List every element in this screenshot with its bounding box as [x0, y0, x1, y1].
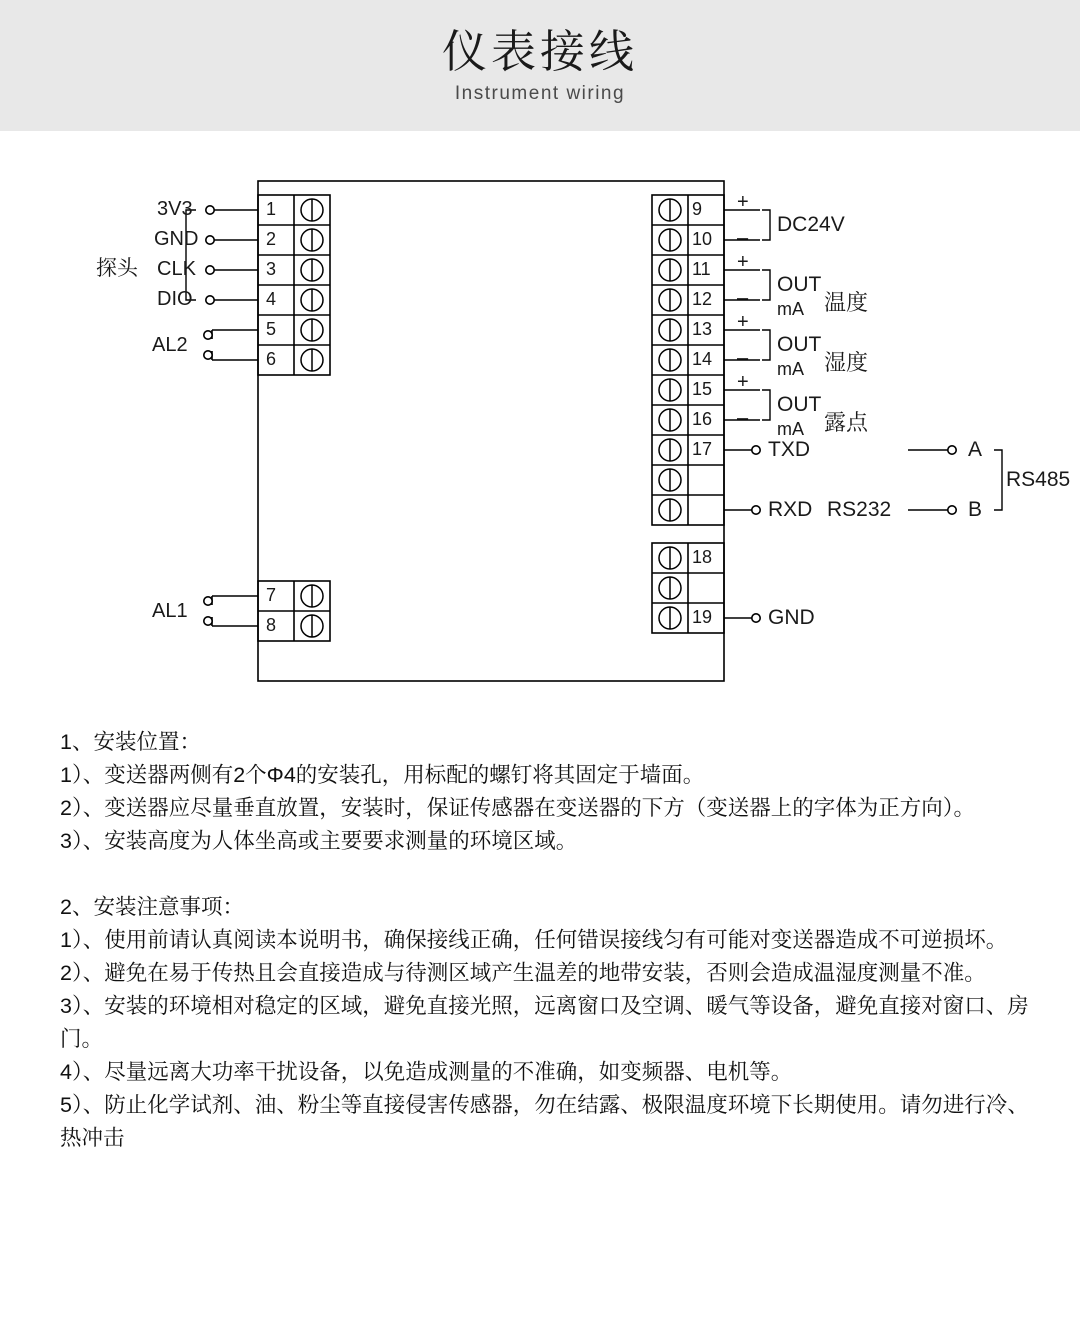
label-dio: DIO — [157, 288, 193, 310]
pin-number-7: 7 — [266, 585, 277, 605]
section2-item-1: 1）、使用前请认真阅读本说明书，确保接线正确，任何错误接线匀有可能对变送器造成不可逆损坏。 — [60, 928, 1008, 952]
pin-number-9: 9 — [692, 199, 703, 219]
pin-number-18: 18 — [692, 547, 713, 567]
section1-title: 1、安装位置： — [60, 730, 201, 754]
pin-number-12: 12 — [692, 289, 713, 309]
pin-number-17: 17 — [692, 439, 713, 459]
pin-number-2: 2 — [266, 229, 277, 249]
sign-pin-9: + — [737, 191, 749, 213]
page-subtitle: Instrument wiring — [454, 83, 626, 105]
pin-number-14: 14 — [692, 349, 713, 369]
label-al2: AL2 — [152, 334, 188, 356]
label-clk: CLK — [157, 258, 196, 280]
label-3v3: 3V3 — [157, 198, 193, 220]
label-gnd-comm: GND — [768, 606, 815, 629]
section2-item-4: 4）、尽量远离大功率干扰设备，以免造成测量的不准确，如变频器、电机等。 — [60, 1060, 793, 1084]
label-ma-humidity: mA — [777, 359, 804, 379]
pin-number-5: 5 — [266, 319, 277, 339]
label-rxd: RXD — [768, 498, 813, 521]
section2-title: 2、安装注意事项： — [60, 895, 244, 919]
sign-pin-16: – — [737, 407, 749, 429]
label-out-dewpoint: OUT — [777, 393, 822, 416]
sign-pin-11: + — [737, 251, 749, 273]
label-out-temp: OUT — [777, 273, 822, 296]
sign-pin-14: – — [737, 347, 749, 369]
screw-icons-right — [659, 199, 681, 629]
section2-item-2: 2）、避免在易于传热且会直接造成与待测区域产生温差的地带安装，否则会造成温湿度测量不准。 — [60, 961, 986, 985]
pin-number-15: 15 — [692, 379, 713, 399]
pin-number-11: 11 — [692, 259, 711, 279]
label-dc24v: DC24V — [777, 213, 845, 236]
section1-item-1: 1）、变送器两侧有2个Φ4的安装孔，用标配的螺钉将其固定于墙面。 — [60, 763, 705, 787]
label-humidity: 湿度 — [824, 350, 869, 375]
pin-number-13: 13 — [692, 319, 713, 339]
page-header — [0, 0, 1080, 131]
sign-pin-13: + — [737, 311, 749, 333]
label-probe-group: 探头 — [96, 257, 138, 280]
pin-number-1: 1 — [266, 199, 277, 219]
sign-pin-10: – — [737, 227, 749, 249]
label-ma-temp: mA — [777, 299, 804, 319]
section-gap — [60, 858, 1040, 891]
label-temperature: 温度 — [824, 290, 869, 315]
label-out-humidity: OUT — [777, 333, 822, 356]
instructions-block — [60, 726, 1040, 1155]
pin-number-10: 10 — [692, 229, 713, 249]
label-rs485-a: A — [968, 438, 983, 461]
pin-number-6: 6 — [266, 349, 277, 369]
device-body — [258, 181, 724, 681]
section2-item-3: 3）、安装的环境相对稳定的区域，避免直接光照，远离窗口及空调、暖气等设备，避免直接对窗口、房门。 — [60, 994, 1029, 1051]
label-al1: AL1 — [152, 600, 188, 622]
label-rs232: RS232 — [827, 498, 892, 521]
label-rs485-b: B — [968, 498, 983, 521]
pin-number-3: 3 — [266, 259, 277, 279]
probe-brace — [186, 210, 196, 300]
pin-number-4: 4 — [266, 289, 277, 309]
sign-pin-12: – — [737, 287, 749, 309]
pin-number-19: 19 — [692, 607, 713, 627]
label-dewpoint: 露点 — [824, 410, 869, 435]
pin-number-8: 8 — [266, 615, 277, 635]
wiring-diagram — [0, 131, 1080, 706]
label-rs485: RS485 — [1006, 468, 1071, 491]
label-txd: TXD — [768, 438, 810, 461]
section1-item-3: 3）、安装高度为人体坐高或主要要求测量的环境区域。 — [60, 829, 578, 853]
pin-number-16: 16 — [692, 409, 713, 429]
section1-item-2: 2）、变送器应尽量垂直放置，安装时，保证传感器在变送器的下方（变送器上的字体为正方向）。 — [60, 796, 975, 820]
label-gnd-probe: GND — [154, 228, 199, 250]
section2-item-5: 5）、防止化学试剂、油、粉尘等直接侵害传感器，勿在结露、极限温度环境下长期使用。请勿进行冷、热冲击 — [60, 1093, 1029, 1150]
label-ma-dewpoint: mA — [777, 419, 804, 439]
page-title: 仪表接线 — [441, 25, 638, 77]
sign-pin-15: + — [737, 371, 749, 393]
screw-icons-left — [301, 199, 323, 637]
